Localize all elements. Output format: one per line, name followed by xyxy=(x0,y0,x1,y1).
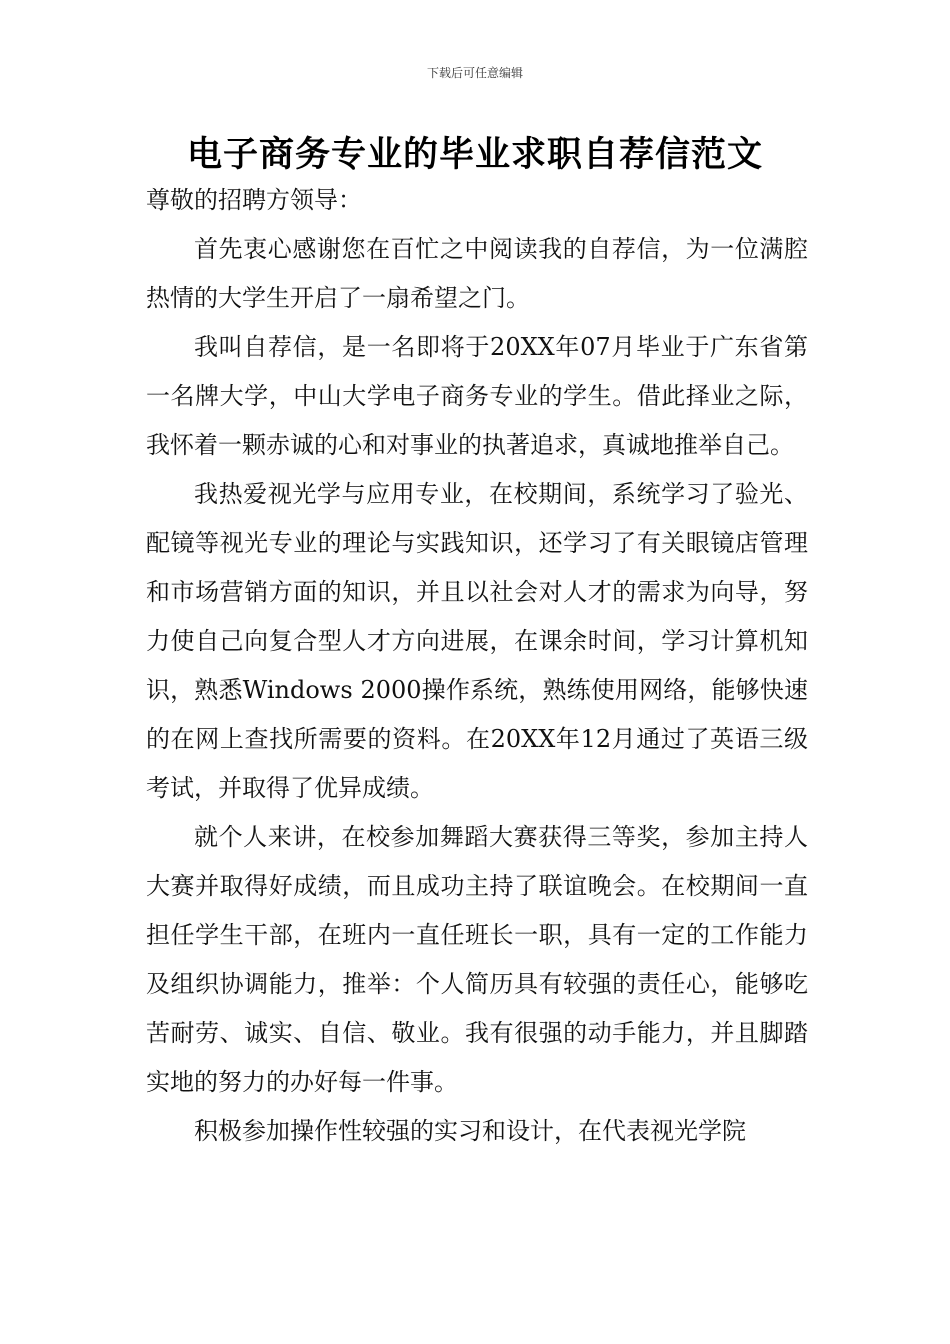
paragraph-4: 就个人来讲，在校参加舞蹈大赛获得三等奖，参加主持人大赛并取得好成绩，而且成功主持了联谊晚会。在校期间一直担任学生干部，在班内一直任班长一职，具有一定的工作能力及组织协调能力，推举：个人简历具有较强的责任心，能够吃苦耐劳、诚实、自信、敬业。我有很强的动手能力，并且脚踏实地的努力的办好每一件事。 xyxy=(146,823,808,1096)
paragraph-5: 积极参加操作性较强的实习和设计，在代表视光学院 xyxy=(194,1117,746,1145)
salutation: 尊敬的招聘方领导： xyxy=(146,186,362,214)
paragraph-2: 我叫自荐信，是一名即将于20XX年07月毕业于广东省第一名牌大学，中山大学电子商务专业的学生。借此择业之际，我怀着一颗赤诚的心和对事业的执著追求，真诚地推举自己。 xyxy=(146,333,808,459)
header-note: 下载后可任意编辑 xyxy=(426,66,523,80)
document-title: 电子商务专业的毕业求职自荐信范文 xyxy=(186,135,763,175)
document-body xyxy=(146,176,808,1156)
paragraph-3: 我热爱视光学与应用专业，在校期间，系统学习了验光、配镜等视光专业的理论与实践知识，还学习了有关眼镜店管理和市场营销方面的知识，并且以社会对人才的需求为向导，努力使自己向复合型人才方向进展，在课余时间，学习计算机知识，熟悉Windows 2000操作系统，熟练使用网络，能够快速的在网上查找所需要的资料。在20XX年12月通过了英语三级考试，并取得了优异成绩。 xyxy=(146,480,808,802)
paragraph-1: 首先衷心感谢您在百忙之中阅读我的自荐信，为一位满腔热情的大学生开启了一扇希望之门。 xyxy=(146,235,808,312)
